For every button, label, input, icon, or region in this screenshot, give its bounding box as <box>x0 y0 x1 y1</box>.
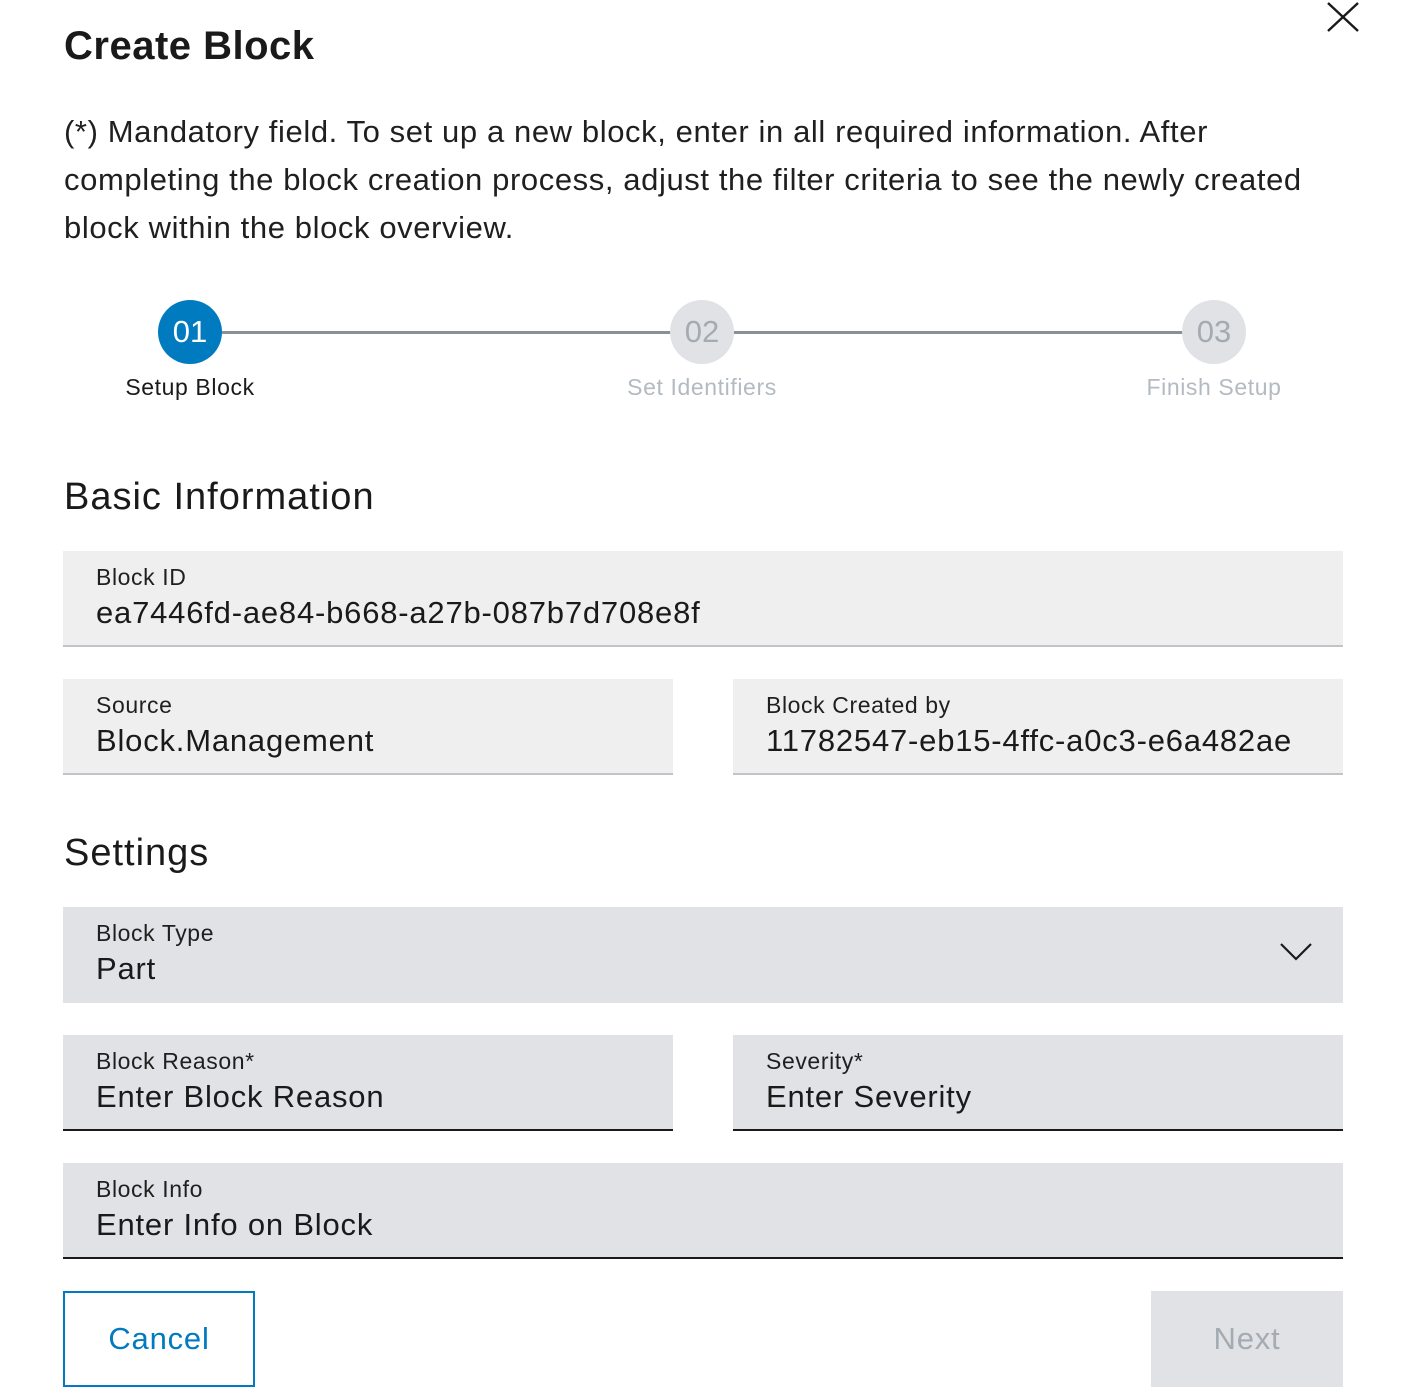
cancel-button[interactable]: Cancel <box>63 1291 255 1387</box>
step-1-indicator[interactable]: 01 <box>158 300 222 364</box>
section-title-settings: Settings <box>64 832 210 874</box>
block-info-label: Block Info <box>96 1176 203 1202</box>
block-type-label: Block Type <box>96 920 215 946</box>
step-3-label: Finish Setup <box>1146 374 1282 400</box>
close-button[interactable] <box>1320 0 1366 36</box>
created-by-field <box>733 679 1343 775</box>
stepper-connector <box>222 331 672 334</box>
block-id-label: Block ID <box>96 564 187 590</box>
section-title-basic-information: Basic Information <box>64 476 375 518</box>
block-info-field[interactable] <box>63 1163 1343 1259</box>
next-button: Next <box>1151 1291 1343 1387</box>
stepper <box>0 298 1410 418</box>
dialog-title: Create Block <box>64 24 315 68</box>
stepper-connector <box>734 331 1184 334</box>
created-by-value: 11782547-eb15-4ffc-a0c3-e6a482ae <box>766 723 1293 758</box>
intro-text: (*) Mandatory field. To set up a new block, enter in all required information. After completing the block creation process, adjust the filter criteria to see the newly created block within the block overview. <box>64 114 1302 245</box>
step-2-indicator: 02 <box>670 300 734 364</box>
severity-input[interactable]: Enter Severity <box>766 1079 972 1114</box>
step-1-label: Setup Block <box>125 374 255 400</box>
block-type-value: Part <box>96 951 157 986</box>
severity-field[interactable] <box>733 1035 1343 1131</box>
block-reason-input[interactable]: Enter Block Reason <box>96 1079 385 1114</box>
source-label: Source <box>96 692 173 718</box>
step-2-label: Set Identifiers <box>627 374 777 400</box>
close-icon <box>1320 0 1366 36</box>
source-value: Block.Management <box>96 723 375 758</box>
created-by-label: Block Created by <box>766 692 951 718</box>
source-field <box>63 679 673 775</box>
chevron-down-icon[interactable] <box>1279 941 1313 963</box>
step-3-indicator: 03 <box>1182 300 1246 364</box>
block-reason-label: Block Reason* <box>96 1048 255 1074</box>
block-type-select[interactable] <box>63 907 1343 1003</box>
block-id-value: ea7446fd-ae84-b668-a27b-087b7d708e8f <box>96 595 701 630</box>
block-reason-field[interactable] <box>63 1035 673 1131</box>
block-id-field <box>63 551 1343 647</box>
block-info-input[interactable]: Enter Info on Block <box>96 1207 374 1242</box>
severity-label: Severity* <box>766 1048 864 1074</box>
